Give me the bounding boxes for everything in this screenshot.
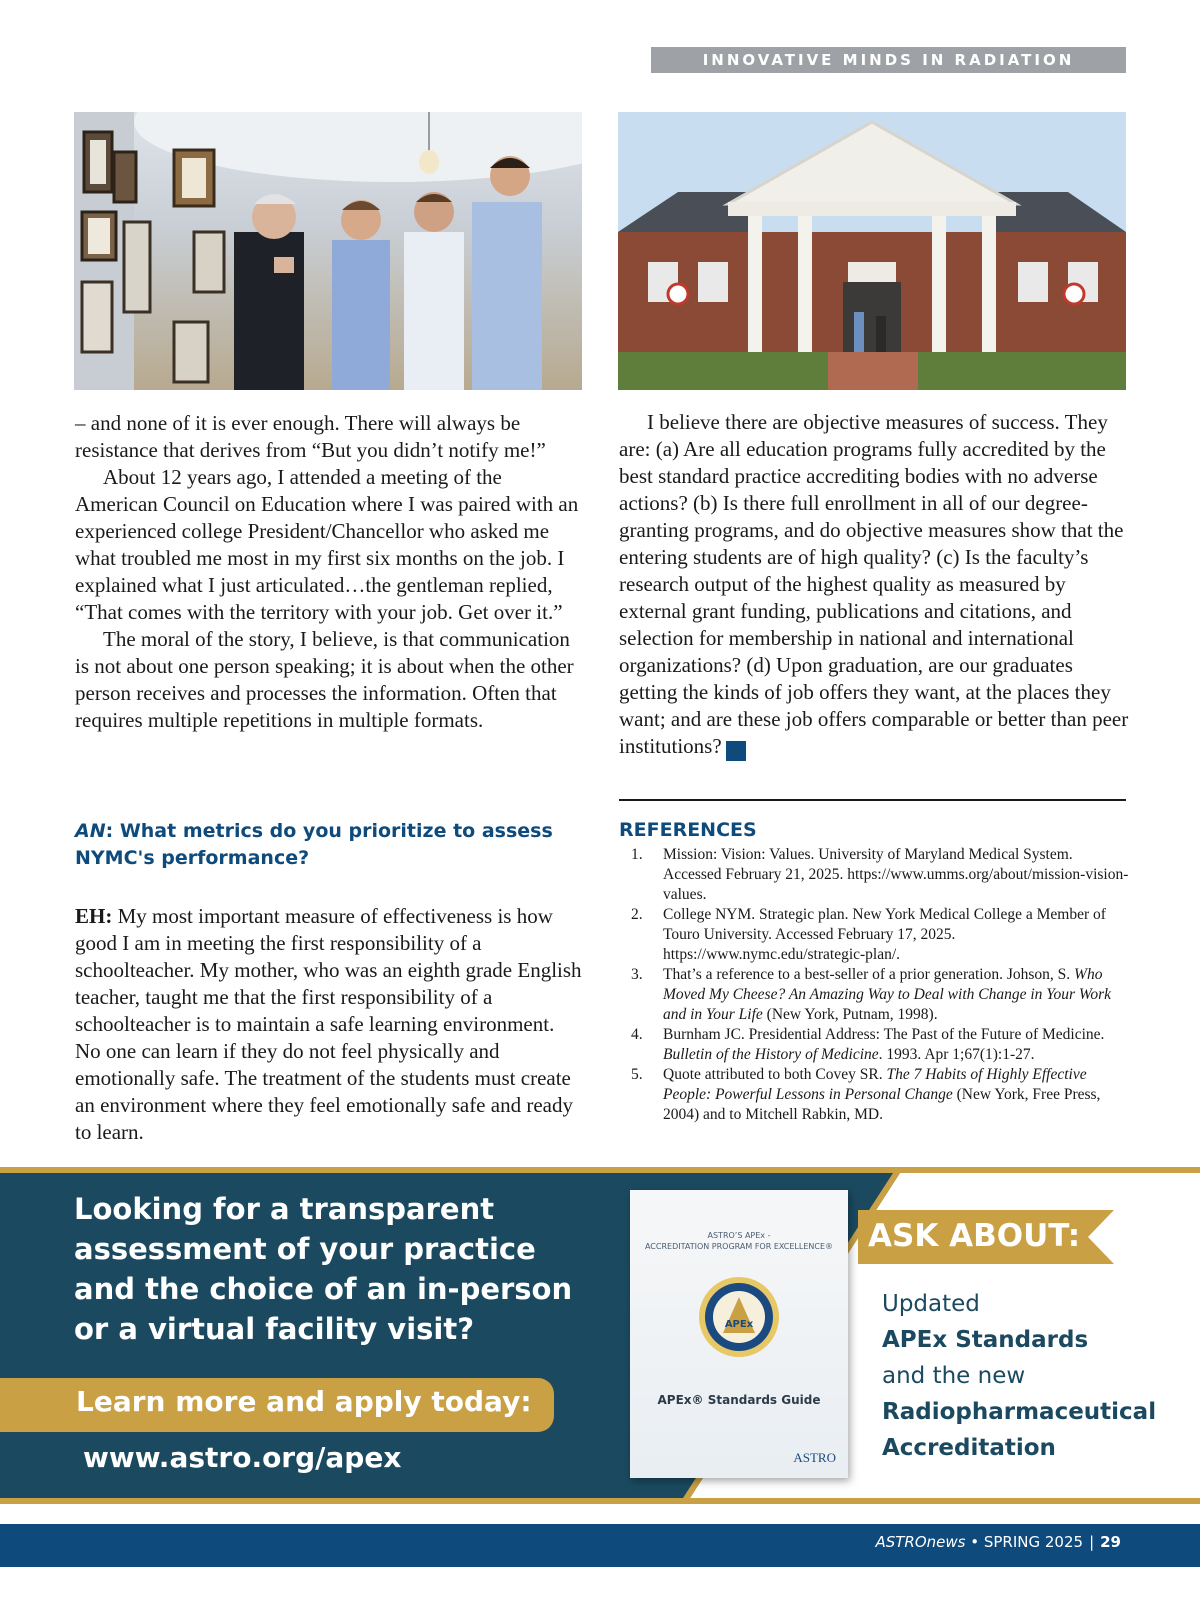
answer-speaker: EH: [75,904,113,928]
paragraph: About 12 years ago, I attended a meeting of the American Council on Education where I was paired with an experienced college President/Chancellor who asked me what troubled me most in my first six months on the job. I explained what I just articulated…the gentleman replied, “That comes with the territory with your job. Get over it.” [75,465,579,624]
book-title-line: ACCREDITATION PROGRAM FOR EXCELLENCE® [644,1242,834,1251]
paragraph: The moral of the story, I believe, is that communication is not about one person speaking; it is about when the other person receives and processes the information. Often that requires multiple repetitions in multiple formats. [75,627,574,732]
reference-title: Who Moved My Cheese? An Amazing Way to Deal with Change in Your Work and in Your Life [663,966,1112,1023]
apex-emblem-icon [697,1275,781,1359]
references-list [619,845,1129,1125]
hallway-illustration [74,112,582,390]
reference-text: (New York, Putnam, 1998). [762,1006,938,1023]
reference-item [619,965,1129,1025]
ask-about-label: ASK ABOUT: [868,1218,1081,1254]
ask-line: APEx Standards [882,1327,1089,1353]
references-title: REFERENCES [619,819,757,841]
ask-line: Radiopharmaceutical [882,1399,1157,1425]
footer-text [875,1533,1121,1551]
interview-question [75,818,585,872]
reference-text: . 1993. Apr 1;67(1):1-27. [878,1046,1035,1063]
answer-text: My most important measure of effectiveness is how good I am in meeting the first responsibility of a schoolteacher. My mother, who was an eighth grade English teacher, taught me that the first responsibility of a schoolteacher is to maintain a safe learning environment. No one can learn if they do not feel physically and emotionally safe. The treatment of the students must create an environment where they feel emotionally safe and ready to learn. [75,904,582,1144]
reference-text: College NYM. Strategic plan. New York Medical College a Member of Touro University. Accessed February 17, 2025. https://www.nymc.edu/strategic-plan/. [663,906,1106,963]
issue-label: • SPRING 2025 [970,1533,1084,1551]
section-tag: INNOVATIVE MINDS IN RADIATION ONCOLOGY [651,47,1126,73]
emblem-text: APEx [724,1319,754,1330]
astro-logo: ASTRO [793,1450,836,1465]
paragraph: – and none of it is ever enough. There will always be resistance that derives from “But you didn’t notify me!” [75,411,546,462]
reference-text: Burnham JC. Presidential Address: The Past of the Future of Medicine. [663,1026,1105,1043]
interview-answer [75,903,585,1146]
reference-title: Bulletin of the History of Medicine [663,1046,879,1063]
book-title [630,1230,848,1252]
reference-number: 3. [631,966,643,983]
ad-headline: Looking for a transparent assessment of your practice and the choice of an in-person or a virtual facility visit? [74,1192,573,1346]
paragraph: I believe there are objective measures of success. They are: (a) Are all education programs fully accredited by the best standard practice accrediting bodies with no adverse actions? (b) Is there full enrollment in all of our degree-granting programs, and do objective measures show that the entering students are of high quality? (c) Is the faculty’s research output of the highest quality as measured by external grant funding, publications and citations, and selection for membership in national and international organizations? (d) Upon graduation, are our graduates getting the kinds of job offers they want, at the places they want; and are these job offers comparable or better than peer institutions? [619,410,1129,758]
reference-text: Quote attributed to both Covey SR. [663,1066,887,1083]
left-column-text [75,410,585,734]
reference-number: 4. [631,1026,643,1043]
question-speaker: AN [75,820,106,842]
photo-brick-building-columns [618,112,1126,390]
book-title-line: ASTRO’S APEx - [707,1231,771,1240]
reference-title: The 7 Habits of Highly Effective People: Powerful Lessons in Personal Change [663,1066,1087,1103]
ad-cta-text[interactable]: Learn more and apply today: [76,1385,532,1418]
photo-people-hallway [74,112,582,390]
end-mark-icon: A [726,741,746,761]
reference-item [619,905,1129,965]
reference-number: 1. [631,846,643,863]
ask-line: and the new [882,1363,1026,1389]
book-guide-title: APEx® Standards Guide [657,1393,821,1407]
page-number: 29 [1100,1533,1121,1551]
reference-number: 5. [631,1066,643,1083]
reference-item [619,1065,1129,1125]
reference-number: 2. [631,906,643,923]
right-column-text [619,409,1129,761]
reference-item [619,845,1129,905]
question-text: : What metrics do you prioritize to assess NYMC's performance? [75,820,553,869]
standards-guide-cover [630,1190,848,1478]
ask-line: Accreditation [882,1435,1056,1461]
reference-text: (New York, Free Press, 2004) and to Mitchell Rabkin, MD. [663,1086,1101,1123]
ask-about-list [882,1286,1182,1466]
ask-line: Updated [882,1291,980,1317]
reference-text: Mission: Vision: Values. University of Maryland Medical System. Accessed February 21, 2025. https://www.umms.org/about/mission-vision-values. [663,846,1129,903]
building-illustration [618,112,1126,390]
footer-separator: | [1089,1533,1095,1551]
ad-url-link[interactable]: www.astro.org/apex [83,1441,402,1474]
reference-text: That’s a reference to a best-seller of a prior generation. Johson, S. [663,966,1075,983]
publication-name: ASTROnews [875,1533,966,1551]
references-divider [619,799,1126,801]
reference-item [619,1025,1129,1065]
